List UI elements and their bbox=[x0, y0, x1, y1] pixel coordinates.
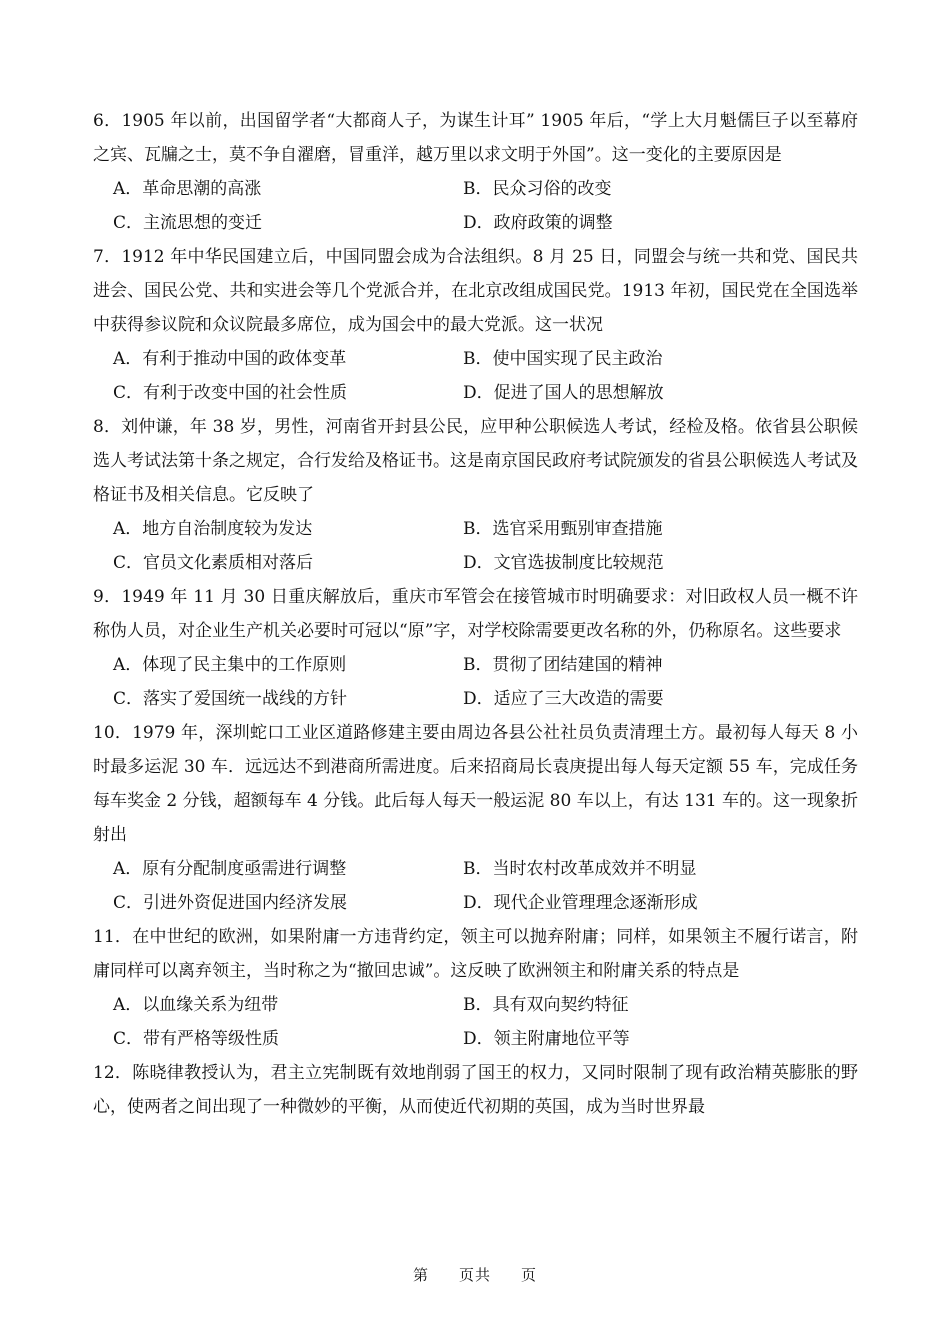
question-stem: 7．1912 年中华民国建立后，中国同盟会成为合法组织。8 月 25 日，同盟会与统一共和党、国民共进会、国民公党、共和实进会等几个党派合并，在北京改组成国民党。1913 年初，国民党在全国选举中获得参议院和众议院最多席位，成为国会中的最大党派。这一状况 bbox=[93, 247, 858, 335]
option-row bbox=[93, 852, 858, 886]
option-b: B．选官采用甄别审查措施 bbox=[463, 519, 663, 539]
question-stem: 12．陈晓律教授认为，君主立宪制既有效地削弱了国王的权力，又同时限制了现有政治精英膨胀的野心，使两者之间出现了一种微妙的平衡，从而使近代初期的英国，成为当时世界最 bbox=[93, 1063, 858, 1117]
option-b: B．民众习俗的改变 bbox=[463, 179, 612, 199]
question-8 bbox=[93, 410, 858, 580]
question-11 bbox=[93, 920, 858, 1056]
option-row bbox=[93, 1022, 858, 1056]
option-row bbox=[93, 376, 858, 410]
option-d: D．促进了国人的思想解放 bbox=[463, 383, 664, 403]
option-c: C．官员文化素质相对落后 bbox=[113, 553, 314, 573]
option-d: D．文官选拔制度比较规范 bbox=[463, 553, 664, 573]
option-row bbox=[93, 546, 858, 580]
question-10 bbox=[93, 716, 858, 920]
option-a: A．有利于推动中国的政体变革 bbox=[113, 349, 347, 369]
option-d: D．领主附庸地位平等 bbox=[463, 1029, 630, 1049]
option-b: B．使中国实现了民主政治 bbox=[463, 349, 663, 369]
option-d: D．政府政策的调整 bbox=[463, 213, 613, 233]
option-row bbox=[93, 988, 858, 1022]
option-row bbox=[93, 512, 858, 546]
page-footer bbox=[0, 1264, 950, 1285]
option-row bbox=[93, 682, 858, 716]
option-c: C．引进外资促进国内经济发展 bbox=[113, 893, 348, 913]
question-12 bbox=[93, 1056, 858, 1124]
option-a: A．以血缘关系为纽带 bbox=[113, 995, 279, 1015]
question-stem: 10．1979 年，深圳蛇口工业区道路修建主要由周边各县公社社员负责清理土方。最初每人每天 8 小时最多运泥 30 车．远远达不到港商所需进度。后来招商局长袁庚提出每人每天定额 55 车，完成任务每车奖金 2 分钱，超额每车 4 分钱。此后每人每天一般运泥 80 车以上，有达 131 车的。这一现象折射出 bbox=[93, 723, 858, 845]
footer-total-label: 页共 bbox=[458, 1266, 491, 1284]
option-a: A．革命思潮的高涨 bbox=[113, 179, 262, 199]
question-6 bbox=[93, 104, 858, 240]
question-stem: 6．1905 年以前，出国留学者“大都商人子，为谋生计耳” 1905 年后，“学上大月魁儒巨子以至幕府之宾、瓦牖之士，莫不争自濯磨，冒重洋，越万里以求文明于外国”。这一变化的主要原因是 bbox=[93, 111, 858, 165]
option-b: B．具有双向契约特征 bbox=[463, 995, 629, 1015]
option-b: B．当时农村改革成效并不明显 bbox=[463, 859, 697, 879]
option-c: C．带有严格等级性质 bbox=[113, 1029, 280, 1049]
question-stem: 11．在中世纪的欧洲，如果附庸一方违背约定，领主可以抛弃附庸；同样，如果领主不履行诺言，附庸同样可以离弃领主，当时称之为“撤回忠诚”。这反映了欧洲领主和附庸关系的特点是 bbox=[93, 927, 858, 981]
question-stem: 9．1949 年 11 月 30 日重庆解放后，重庆市军管会在接管城市时明确要求：对旧政权人员一概不许称伪人员，对企业生产机关必要时可冠以“原”字，对学校除需要更改名称的外，仍称原名。这些要求 bbox=[93, 587, 858, 641]
footer-page-label: 第 bbox=[412, 1266, 429, 1284]
question-9 bbox=[93, 580, 858, 716]
option-d: D．现代企业管理理念逐渐形成 bbox=[463, 893, 698, 913]
option-row bbox=[93, 886, 858, 920]
option-a: A．原有分配制度亟需进行调整 bbox=[113, 859, 347, 879]
option-row bbox=[93, 342, 858, 376]
option-c: C．主流思想的变迁 bbox=[113, 213, 263, 233]
option-b: B．贯彻了团结建国的精神 bbox=[463, 655, 663, 675]
question-stem: 8．刘仲谦，年 38 岁，男性，河南省开封县公民，应甲种公职候选人考试，经检及格。依省县公职候选人考试法第十条之规定，合行发给及格证书。这是南京国民政府考试院颁发的省县公职候选人考试及格证书及相关信息。它反映了 bbox=[93, 417, 858, 505]
option-c: C．落实了爱国统一战线的方针 bbox=[113, 689, 348, 709]
option-c: C．有利于改变中国的社会性质 bbox=[113, 383, 348, 403]
option-row bbox=[93, 172, 858, 206]
option-a: A．体现了民主集中的工作原则 bbox=[113, 655, 347, 675]
option-row bbox=[93, 648, 858, 682]
option-a: A．地方自治制度较为发达 bbox=[113, 519, 313, 539]
option-row bbox=[93, 206, 858, 240]
question-list bbox=[93, 104, 858, 1124]
question-7 bbox=[93, 240, 858, 410]
option-d: D．适应了三大改造的需要 bbox=[463, 689, 664, 709]
footer-end-label: 页 bbox=[521, 1266, 538, 1284]
